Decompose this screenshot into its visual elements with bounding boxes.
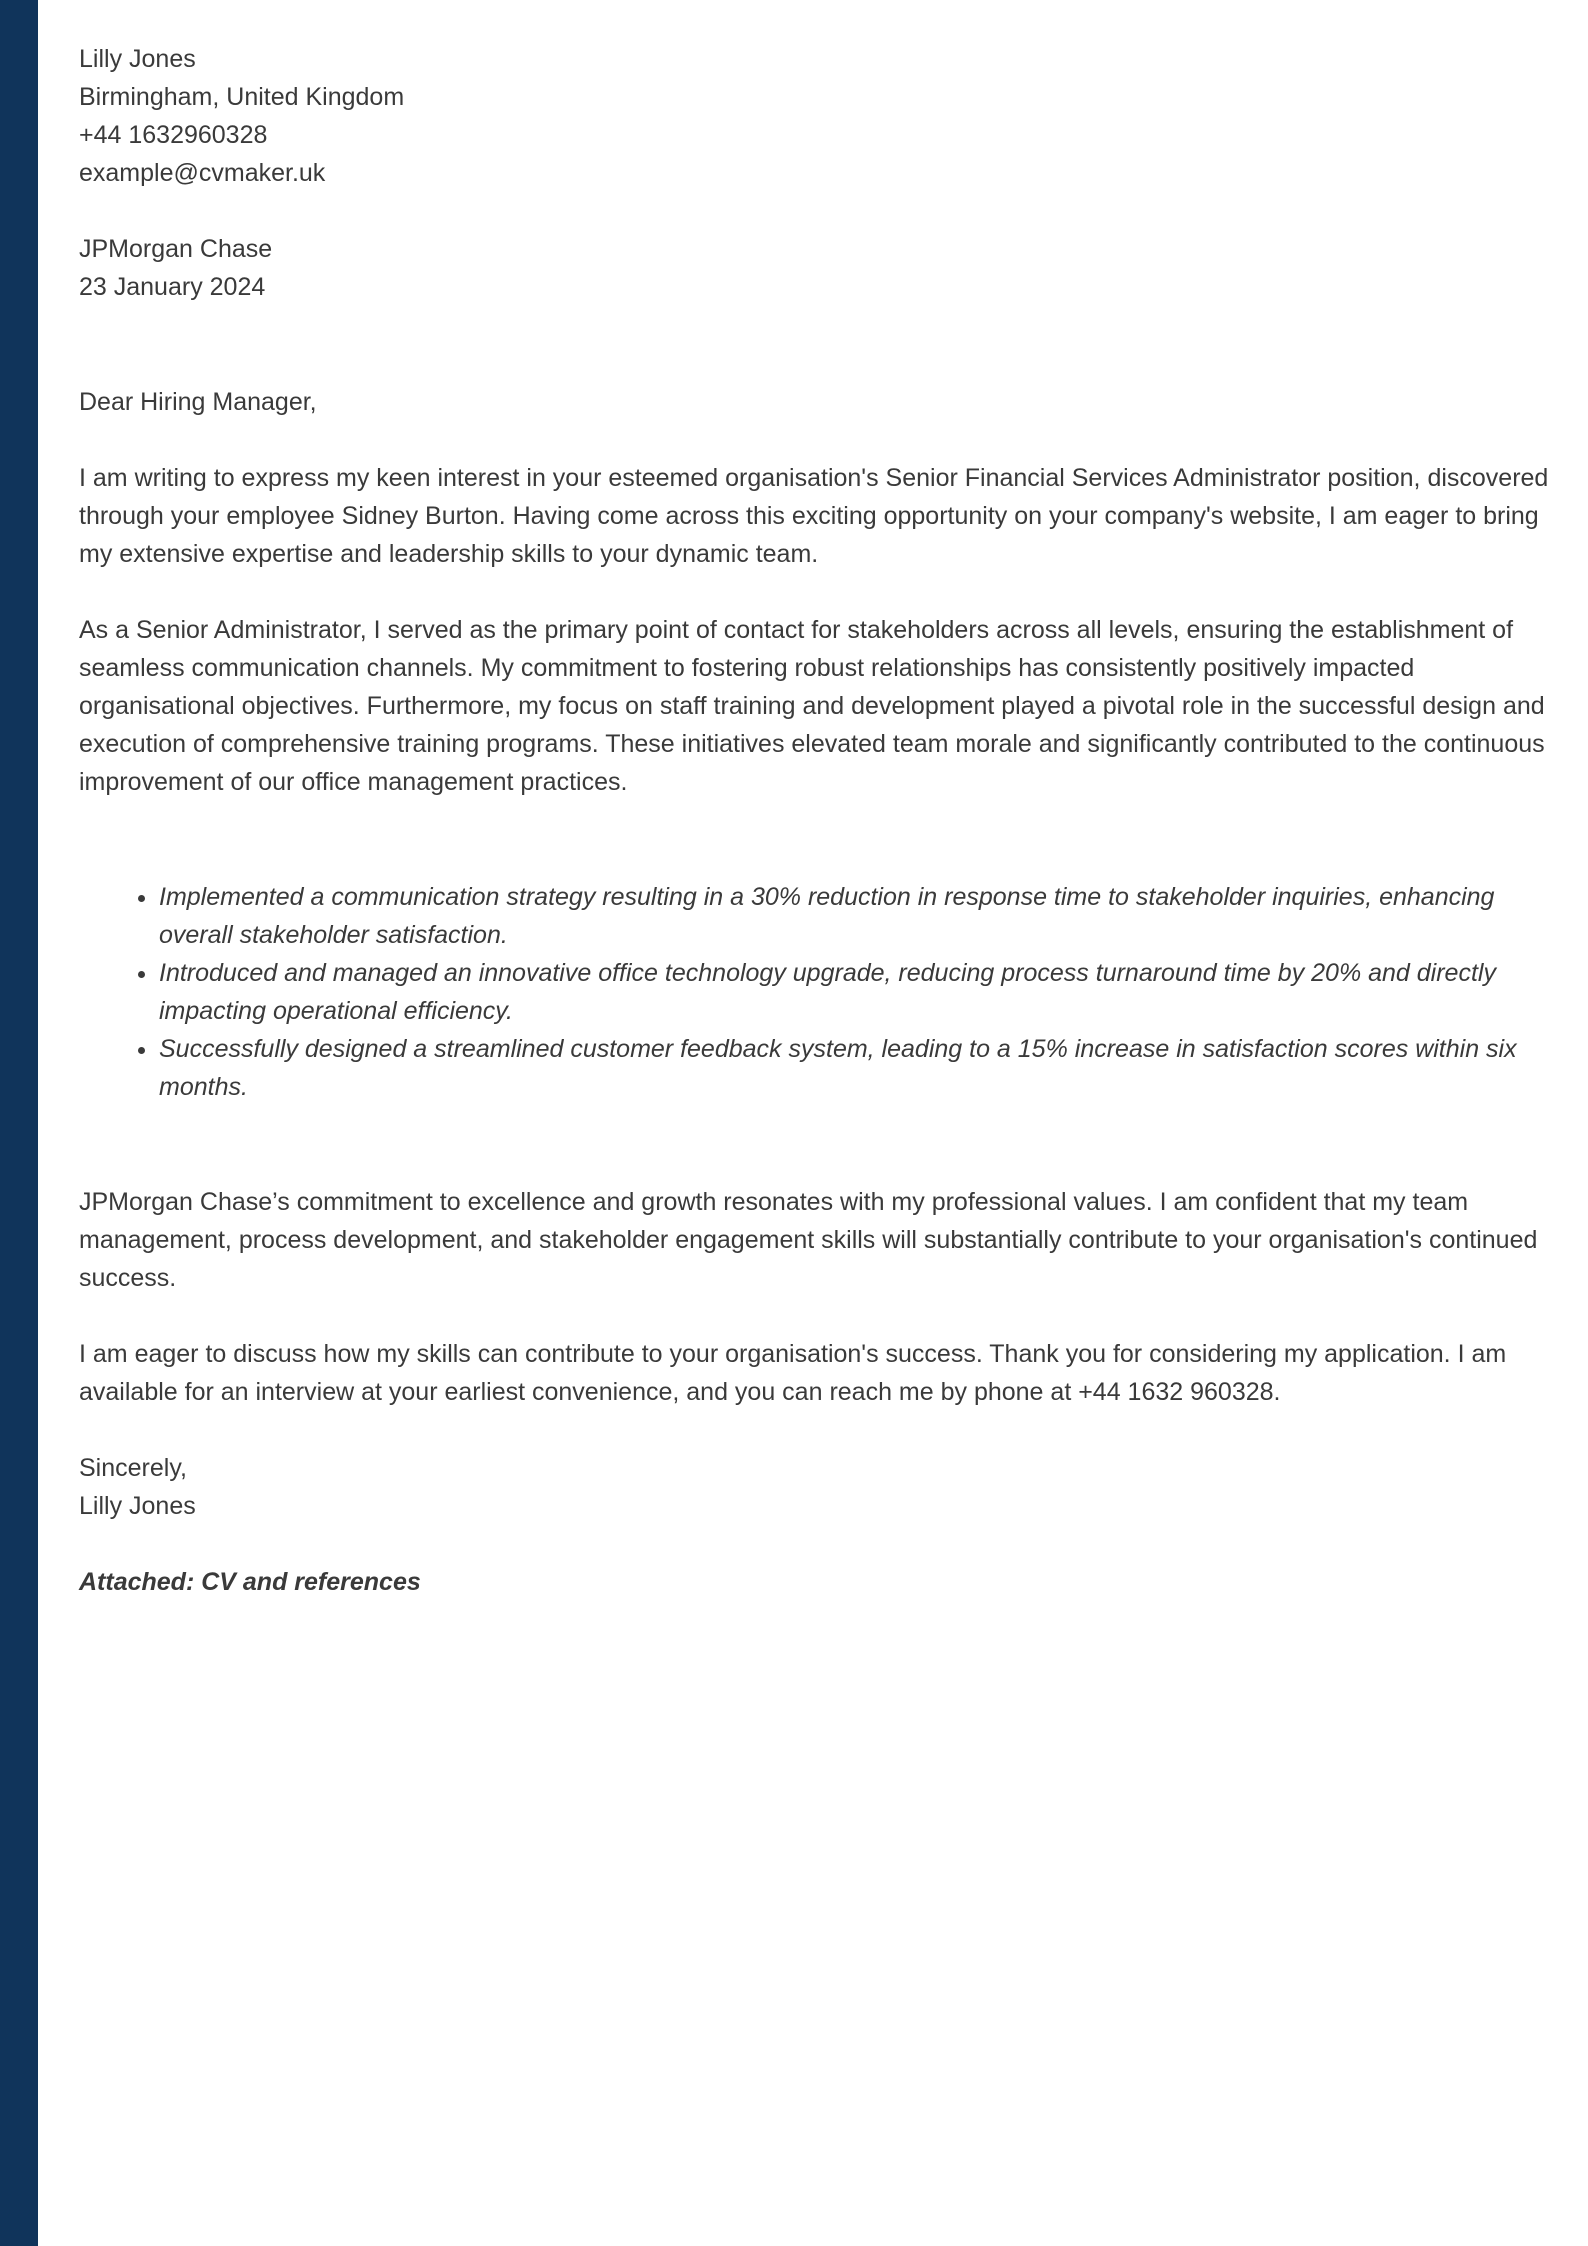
body-paragraph-motivation: JPMorgan Chase’s commitment to excellence and growth resonates with my professional values. I am confident that my team management, process development, and stakeholder engagement skills will substantially contribute to your organisation's continued success. bbox=[79, 1188, 1538, 1292]
spacer bbox=[79, 306, 1551, 383]
body-paragraph-experience: As a Senior Administrator, I served as the primary point of contact for stakeholders across all levels, ensuring the establishment of seamless communication channels. My commitment to fostering robust relationships has consistently positively impacted organisational objectives. Furthermore, my focus on staff training and development played a pivotal role in the successful design and execution of comprehensive training programs. These initiatives elevated team morale and significantly contributed to the continuous improvement of our office management practices. bbox=[79, 616, 1545, 796]
spacer bbox=[79, 1297, 1551, 1335]
sender-name: Lilly Jones bbox=[79, 45, 196, 73]
signature-name: Lilly Jones bbox=[79, 1492, 196, 1520]
accent-sidebar bbox=[0, 0, 38, 2246]
cover-letter bbox=[79, 40, 1551, 1601]
achievement-item: • Implemented a communication strategy resulting in a 30% reduction in response time to stakeholder inquiries, enhancing overall stakeholder satisfaction. bbox=[159, 878, 1551, 954]
recipient-details bbox=[79, 230, 1551, 306]
spacer bbox=[79, 573, 1551, 611]
attachments-note: Attached: CV and references bbox=[79, 1568, 421, 1596]
achievement-item: • Introduced and managed an innovative office technology upgrade, reducing process turnaround time by 20% and directly impacting operational efficiency. bbox=[159, 954, 1551, 1030]
signature-block bbox=[79, 1449, 1551, 1525]
achievement-item: • Successfully designed a streamlined customer feedback system, leading to a 15% increase in satisfaction scores within six months. bbox=[159, 1030, 1551, 1106]
recipient-company: JPMorgan Chase bbox=[79, 235, 273, 263]
spacer bbox=[79, 1525, 1551, 1563]
sign-off: Sincerely, bbox=[79, 1454, 187, 1482]
achievements-list bbox=[79, 878, 1551, 1106]
body-paragraph-closing: I am eager to discuss how my skills can contribute to your organisation's success. Thank you for considering my application. I am available for an interview at your earliest convenience, and you can reach me by phone at +44 1632 960328. bbox=[79, 1340, 1507, 1406]
spacer bbox=[79, 1106, 1551, 1183]
sender-phone: +44 1632960328 bbox=[79, 121, 268, 149]
sender-email: example@cvmaker.uk bbox=[79, 159, 326, 187]
sender-location: Birmingham, United Kingdom bbox=[79, 83, 405, 111]
body-paragraph-intro: I am writing to express my keen interest in your esteemed organisation's Senior Financial Services Administrator position, discovered through your employee Sidney Burton. Having come across this exciting opportunity on your company's website, I am eager to bring my extensive expertise and leadership skills to your dynamic team. bbox=[79, 464, 1549, 568]
salutation: Dear Hiring Manager, bbox=[79, 388, 317, 416]
spacer bbox=[79, 1411, 1551, 1449]
spacer bbox=[79, 421, 1551, 459]
spacer bbox=[79, 192, 1551, 230]
spacer bbox=[79, 801, 1551, 878]
sender-details bbox=[79, 40, 1551, 192]
letter-date: 23 January 2024 bbox=[79, 273, 266, 301]
